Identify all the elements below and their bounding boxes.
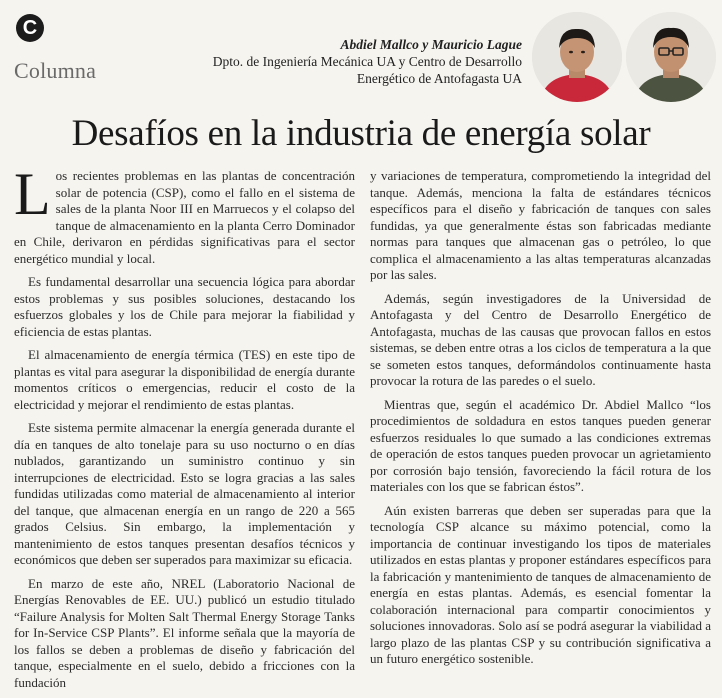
drop-cap: L: [14, 161, 51, 227]
section-label: Columna: [14, 58, 97, 83]
author-portrait-1: [532, 12, 622, 102]
paragraph: Además, según investigadores de la Universidad de Antofagasta y del Centro de Desarrollo Energético de Antofagasta, muchas de las causas que provocan fallos en estos sistemas, se deben entre otras a los ciclos de temperatura a la que se someten estos tanques, deformándolos continuamente hasta provocar la rotura de las paredes o el suelo.: [370, 290, 711, 388]
paragraph: En marzo de este año, NREL (Laboratorio Nacional de Energías Renovables de EE. UU.) publicó un estudio titulado “Failure Analysis for Molten Salt Thermal Energy Storage Tanks for In-Service CSP Plants”. El informe señala que la mayoría de los fallos se deben a problemas de diseño y fabricación del tanque, especialmente en el suelo, debido a fricciones con la fundación: [14, 575, 355, 690]
author-photo-1: [532, 12, 622, 102]
paragraph: Aún existen barreras que deben ser superadas para que la tecnología CSP alcance su máximo potencial, como la importancia de continuar investigando los tipos de materiales utilizados en estas plantas y proponer estándares específicos para la fabricación y mantenimiento de tanques de almacenamiento de energía en estas plantas. Además, es esencial fomentar la colaboración internacional para compartir conocimientos y soluciones innovadoras. Solo así se podrá asegurar la viabilidad a largo plazo de las plantas CSP y su contribución significativa a un futuro energético sostenible.: [370, 502, 711, 666]
byline-authors: Abdiel Mallco y Mauricio Lague: [340, 37, 522, 52]
author-photo-2: [626, 12, 716, 102]
byline-affiliation-1: Dpto. de Ingeniería Mecánica UA y Centro de Desarrollo: [212, 54, 522, 69]
byline-affiliation-2: Energético de Antofagasta UA: [356, 71, 522, 86]
author-portrait-2: [626, 12, 716, 102]
article-column-left: [14, 161, 355, 698]
paragraph: Los recientes problemas en las plantas de concentración solar de potencia (CSP), como el fallo en el sistema de sales de la planta Noor III en Marruecos y el colapso del tanque de almacenamiento en la planta Cerro Dominador en Chile, derivaron en pérdidas significativas para el sector energético mundial y local.: [14, 161, 355, 266]
column-badge: C: [16, 14, 44, 42]
article-column-right: [370, 168, 711, 675]
paragraph: Mientras que, según el académico Dr. Abdiel Mallco “los procedimientos de soldadura en estos tanques pueden generar esfuerzos residuales lo que sumado a las condiciones extremas de operación de estos tanques pueden provocar un agrietamiento por corrosión bajo tensión, favoreciendo la fácil rotura de los materiales con los que se fabrican éstos”.: [370, 396, 711, 494]
paragraph: y variaciones de temperatura, comprometiendo la integridad del tanque. Además, menciona la falta de estándares técnicos específicos para el diseño y fabricación de tanques con sales fundidas, ya que generalmente éstas son fabricadas mediante normas para tanques que almacenan gas o petróleo, lo que complica el almacenamiento a las altas temperaturas alcanzadas por las sales.: [370, 168, 711, 282]
headline: Desafíos en la industria de energía solar: [71, 113, 651, 154]
byline: [213, 36, 522, 87]
paragraph: Este sistema permite almacenar la energía generada durante el día en tanques de alto tonelaje para su uso nocturno o en días nublados, garantizando un suministro continuo y sin interrupciones de electricidad. Esto se logra gracias a las sales fundidas utilizadas como material de almacenamiento al interior del tanque, que almacenan energía en un rango de 220 a 565 grados Celsius. Sin embargo, la implementación y mantenimiento de estos tanques presentan desafíos técnicos y económicos que deben ser superados para maximizar su eficacia.: [14, 420, 355, 567]
paragraph: El almacenamiento de energía térmica (TES) en este tipo de plantas es vital para asegurar la disponibilidad de energía durante momentos críticos o emergencias, reducir el costo de la electricidad y mejorar el rendimiento de estas plantas.: [14, 347, 355, 412]
paragraph: Es fundamental desarrollar una secuencia lógica para abordar estos problemas y sus posibles soluciones, destacando los esfuerzos globales y los de Chile para mejorar la fiabilidad y eficiencia de estas plantas.: [14, 274, 355, 339]
